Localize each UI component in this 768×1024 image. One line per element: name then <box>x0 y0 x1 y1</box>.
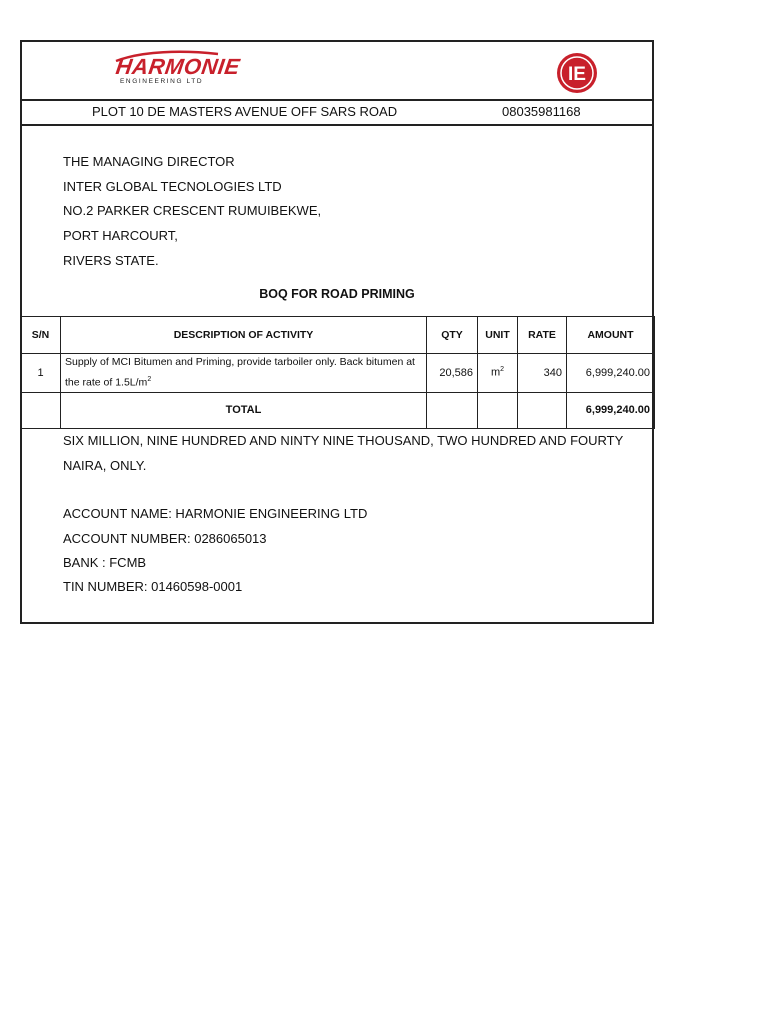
account-number: ACCOUNT NUMBER: 0286065013 <box>63 531 267 546</box>
table-row <box>21 354 655 393</box>
recipient-line: PORT HARCOURT, <box>63 228 178 243</box>
divider <box>20 99 654 101</box>
empty-cell <box>518 392 567 428</box>
bank-name: BANK : FCMB <box>63 555 147 570</box>
account-name: ACCOUNT NAME: HARMONIE ENGINEERING LTD <box>63 506 368 521</box>
boq-table <box>20 316 655 429</box>
column-header: S/N <box>21 317 61 354</box>
cell-sn: 1 <box>21 354 61 393</box>
cell-qty: 20,586 <box>427 354 478 393</box>
empty-cell <box>427 392 478 428</box>
unit-text: m <box>490 367 501 380</box>
recipient-line: THE MANAGING DIRECTOR <box>63 154 235 169</box>
cell-description <box>61 354 427 393</box>
description-superscript: 2 <box>147 376 152 383</box>
column-header: QTY <box>427 317 478 354</box>
tin-number: TIN NUMBER: 01460598-0001 <box>63 579 243 594</box>
cell-amount: 6,999,240.00 <box>567 354 655 393</box>
amount-in-words: NAIRA, ONLY. <box>63 458 147 473</box>
recipient-line: RIVERS STATE. <box>63 253 159 268</box>
total-label: TOTAL <box>61 392 427 428</box>
unit-superscript: 2 <box>500 366 505 374</box>
column-header: DESCRIPTION OF ACTIVITY <box>61 317 427 354</box>
badge-text: IE <box>568 64 586 85</box>
amount-in-words: SIX MILLION, NINE HUNDRED AND NINTY NINE THOUSAND, TWO HUNDRED AND FOURTY <box>63 433 624 448</box>
empty-cell <box>478 392 518 428</box>
ie-badge-icon <box>556 52 598 94</box>
column-header: AMOUNT <box>567 317 655 354</box>
total-amount: 6,999,240.00 <box>567 392 655 428</box>
description-text: Supply of MCI Bitumen and Priming, provide tarboiler only. Back bitumen at the rate of 1.5L/m <box>65 356 415 389</box>
table-header-row <box>21 317 655 354</box>
cell-unit <box>478 354 518 393</box>
boq-title: BOQ FOR ROAD PRIMING <box>259 287 415 301</box>
empty-cell <box>21 392 61 428</box>
recipient-line: INTER GLOBAL TECNOLOGIES LTD <box>63 179 282 194</box>
divider <box>20 124 654 126</box>
company-logo: HARMONIE <box>114 54 242 79</box>
company-logo-subtext: ENGINEERING LTD <box>120 78 204 85</box>
company-address: PLOT 10 DE MASTERS AVENUE OFF SARS ROAD <box>92 104 398 119</box>
recipient-line: NO.2 PARKER CRESCENT RUMUIBEKWE, <box>63 203 322 218</box>
column-header: RATE <box>518 317 567 354</box>
cell-rate: 340 <box>518 354 567 393</box>
column-header: UNIT <box>478 317 518 354</box>
company-phone: 08035981168 <box>502 104 581 119</box>
table-total-row <box>21 392 655 428</box>
